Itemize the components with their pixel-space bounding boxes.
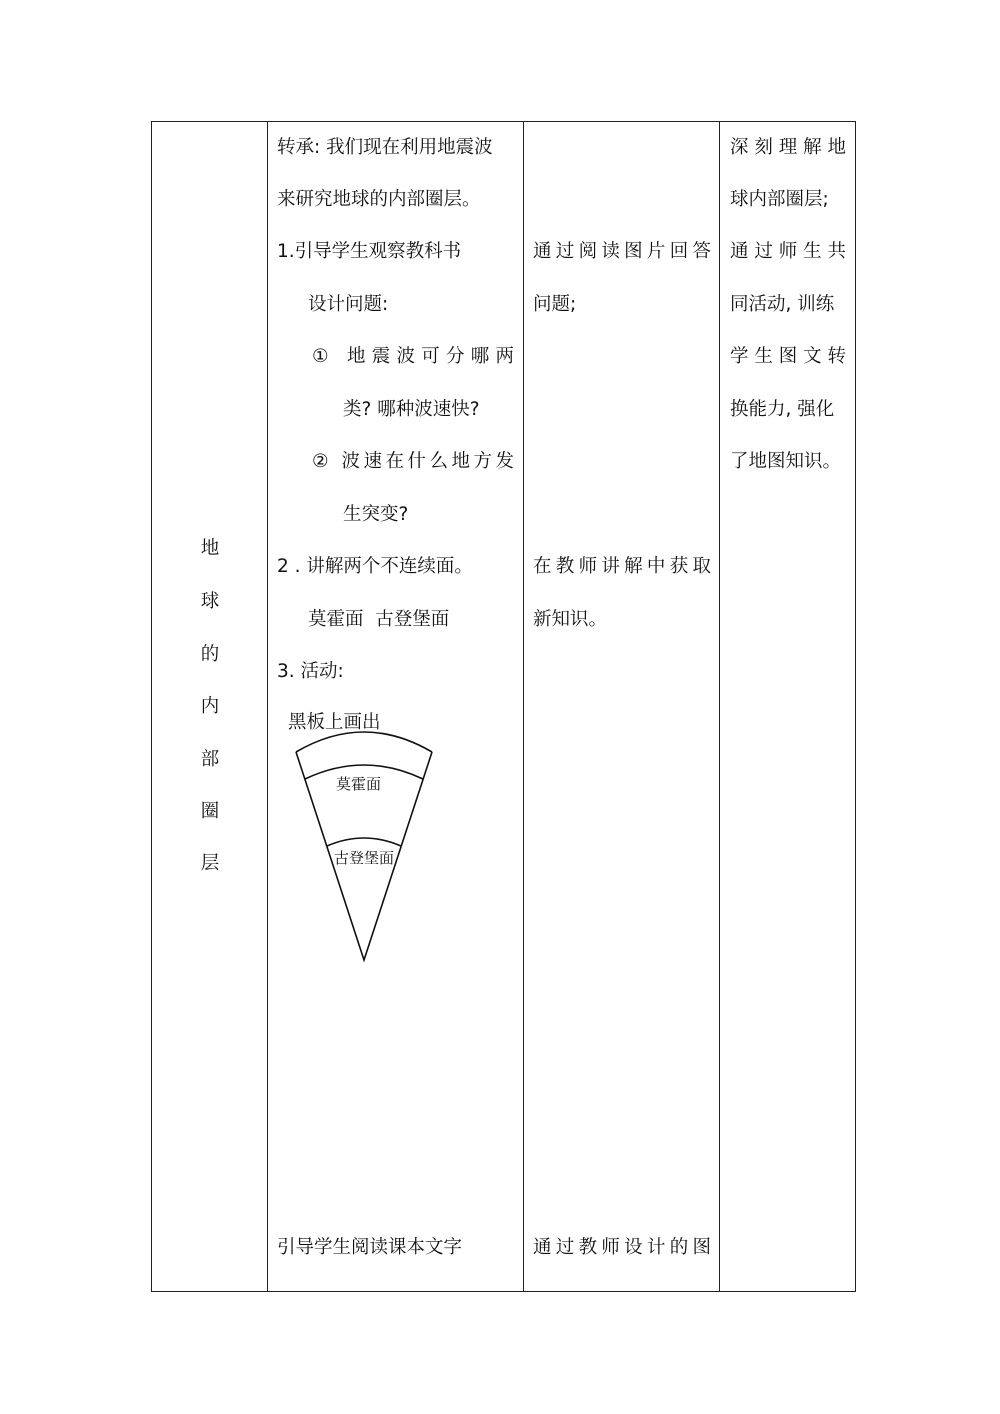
teacher-activity-line: 2 . 讲解两个不连续面。 <box>277 556 473 577</box>
student-activity-line: 新知识。 <box>533 609 608 630</box>
teacher-activity-line: 引导学生阅读课本文字 <box>277 1237 463 1258</box>
question-2: ② 波速在什么地方发 <box>312 451 514 472</box>
question-1-cont: 类? 哪种波速快? <box>343 399 480 420</box>
design-intent-line: 学生图文转 <box>730 346 846 367</box>
section-title-char: 球 <box>200 591 220 612</box>
question-1: ① 地震波可分哪两 <box>312 346 514 367</box>
section-title-char: 层 <box>200 853 220 874</box>
teacher-activity-line: 来研究地球的内部圈层。 <box>277 189 481 210</box>
section-title-char: 内 <box>200 696 220 717</box>
design-intent-line: 通过师生共 <box>730 241 846 262</box>
question-2-cont: 生突变? <box>343 504 409 525</box>
student-activity-line: 在教师讲解中获取 <box>533 556 711 577</box>
teacher-activity-line: 转承: 我们现在利用地震波 <box>277 137 493 158</box>
surface-arc <box>296 732 432 752</box>
section-title-char: 地 <box>200 538 220 559</box>
student-activity-line: 通过阅读图片回答 <box>533 241 711 262</box>
design-intent-line: 同活动, 训练 <box>730 294 835 315</box>
student-activity-line: 问题; <box>533 294 577 315</box>
moho-label: 莫霍面 <box>336 775 382 793</box>
section-title-char: 圈 <box>200 801 220 822</box>
teacher-activity-line: 设计问题: <box>308 294 389 315</box>
diagram-caption: 黑板上画出 <box>288 712 381 733</box>
section-title-char: 部 <box>200 749 220 770</box>
teacher-activity-line: 莫霍面 古登堡面 <box>308 609 450 630</box>
design-intent-line: 换能力, 强化 <box>730 399 835 420</box>
design-intent-line: 了地图知识。 <box>730 451 842 472</box>
design-intent-line: 球内部圈层; <box>730 189 829 210</box>
section-title-char: 的 <box>200 644 220 665</box>
gutenberg-arc <box>327 838 401 846</box>
teacher-activity-line: 3. 活动: <box>277 661 344 682</box>
gutenberg-label: 古登堡面 <box>334 849 395 867</box>
teacher-activity-line: 1.引导学生观察教科书 <box>277 241 462 262</box>
design-intent-line: 深刻理解地 <box>730 137 846 158</box>
student-activity-line: 通过教师设计的图 <box>533 1237 711 1258</box>
